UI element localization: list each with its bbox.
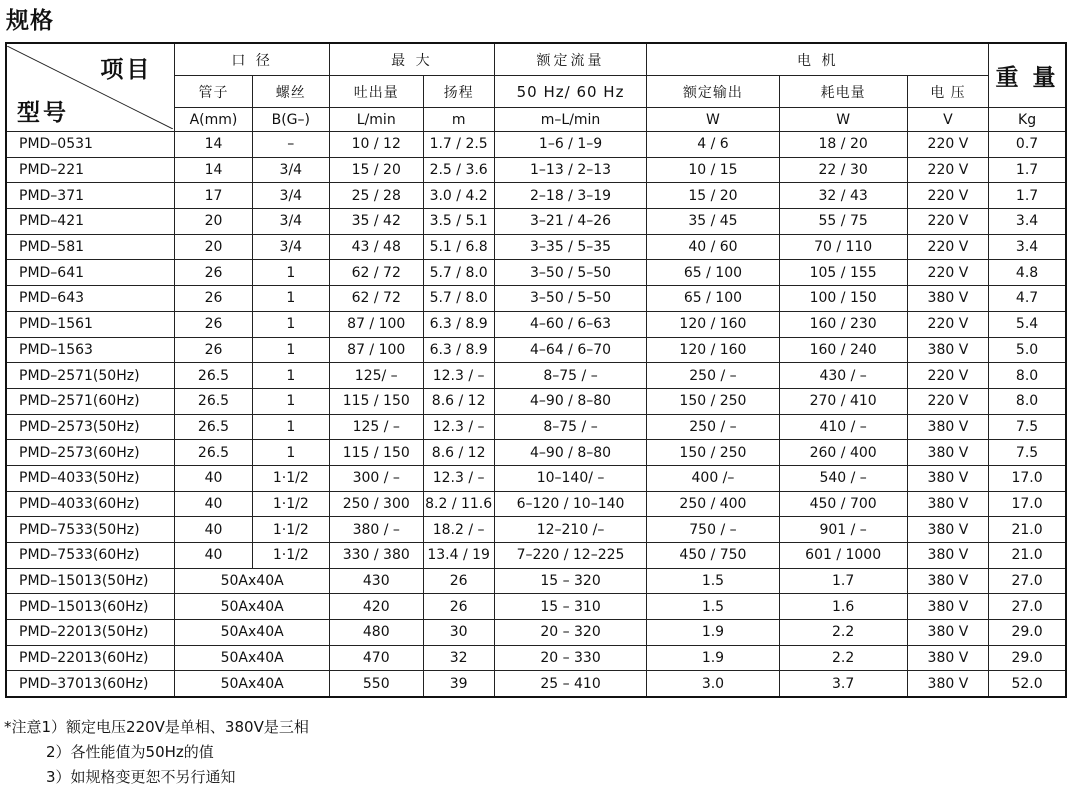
table-cell: 3.0	[647, 671, 779, 697]
unit-cell: A(mm)	[175, 108, 252, 132]
table-cell: 3–50 / 5–50	[494, 260, 647, 286]
table-cell: 1	[252, 363, 329, 389]
table-cell: 380 / –	[329, 517, 423, 543]
table-cell: 1	[252, 440, 329, 466]
table-cell: 26	[423, 568, 494, 594]
spec-table-body	[6, 132, 1066, 698]
notes	[4, 715, 309, 790]
table-cell: 3.0 / 4.2	[423, 183, 494, 209]
table-cell: 62 / 72	[329, 260, 423, 286]
table-cell: 15 / 20	[647, 183, 779, 209]
table-cell: 10 / 12	[329, 132, 423, 158]
table-cell: 125 / –	[329, 414, 423, 440]
caliber-header: 口 径	[175, 43, 330, 76]
table-cell: 220 V	[907, 311, 988, 337]
table-cell: 4.8	[989, 260, 1066, 286]
table-cell: 380 V	[907, 543, 988, 569]
table-cell: 87 / 100	[329, 311, 423, 337]
table-cell: 3–50 / 5–50	[494, 286, 647, 312]
table-cell: 380 V	[907, 568, 988, 594]
model-cell: PMD–15013(50Hz)	[6, 568, 175, 594]
table-cell: 150 / 250	[647, 440, 779, 466]
table-cell: 29.0	[989, 645, 1066, 671]
table-cell: 4–64 / 6–70	[494, 337, 647, 363]
unit-cell: L/min	[329, 108, 423, 132]
model-cell: PMD–2573(60Hz)	[6, 440, 175, 466]
table-row	[6, 414, 1066, 440]
rated-output-header: 额定输出	[647, 76, 779, 108]
table-cell: 12.3 / –	[423, 414, 494, 440]
table-cell: 1.6	[779, 594, 907, 620]
corner-model-label: 型号	[17, 100, 69, 126]
unit-cell: W	[647, 108, 779, 132]
model-cell: PMD–7533(60Hz)	[6, 543, 175, 569]
table-cell: 1.7	[989, 157, 1066, 183]
table-cell: 1·1/2	[252, 465, 329, 491]
table-cell: 380 V	[907, 491, 988, 517]
table-cell: 7.5	[989, 414, 1066, 440]
table-cell: 26	[175, 260, 252, 286]
table-cell: 380 V	[907, 440, 988, 466]
table-cell: 160 / 240	[779, 337, 907, 363]
table-cell: 8–75 / –	[494, 363, 647, 389]
table-cell: 27.0	[989, 594, 1066, 620]
table-cell: 70 / 110	[779, 234, 907, 260]
table-cell: 250 / –	[647, 363, 779, 389]
table-cell: 40	[175, 517, 252, 543]
table-cell: 400 /–	[647, 465, 779, 491]
freq-header: 50 Hz/ 60 Hz	[494, 76, 647, 108]
table-cell: 3.5 / 5.1	[423, 209, 494, 235]
table-cell: 21.0	[989, 517, 1066, 543]
corner-header	[6, 43, 175, 132]
table-cell: 3.4	[989, 209, 1066, 235]
table-cell: 7.5	[989, 440, 1066, 466]
table-cell: 120 / 160	[647, 337, 779, 363]
table-row	[6, 594, 1066, 620]
note-line: *注意1）额定电压220V是单相、380V是三相	[4, 718, 309, 736]
table-cell: 50Ax40A	[175, 620, 330, 646]
table-cell: 125/ –	[329, 363, 423, 389]
model-cell: PMD–37013(60Hz)	[6, 671, 175, 697]
table-cell: 40	[175, 543, 252, 569]
table-cell: 3.4	[989, 234, 1066, 260]
table-cell: 20	[175, 234, 252, 260]
table-cell: 4.7	[989, 286, 1066, 312]
table-cell: 14	[175, 157, 252, 183]
table-cell: 27.0	[989, 568, 1066, 594]
table-cell: 380 V	[907, 620, 988, 646]
max-header: 最 大	[329, 43, 494, 76]
table-cell: 12.3 / –	[423, 465, 494, 491]
table-cell: 3/4	[252, 209, 329, 235]
table-cell: 100 / 150	[779, 286, 907, 312]
unit-cell: W	[779, 108, 907, 132]
table-cell: 220 V	[907, 132, 988, 158]
table-cell: 160 / 230	[779, 311, 907, 337]
note-line: 3）如规格变更恕不另行通知	[46, 768, 236, 786]
table-cell: 10 / 15	[647, 157, 779, 183]
table-cell: 5.7 / 8.0	[423, 260, 494, 286]
table-cell: 26	[423, 594, 494, 620]
table-cell: 55 / 75	[779, 209, 907, 235]
table-cell: 15 – 320	[494, 568, 647, 594]
table-cell: 1·1/2	[252, 517, 329, 543]
table-cell: –	[252, 132, 329, 158]
table-cell: 29.0	[989, 620, 1066, 646]
table-cell: 3–35 / 5–35	[494, 234, 647, 260]
table-row	[6, 363, 1066, 389]
table-cell: 6.3 / 8.9	[423, 311, 494, 337]
table-cell: 300 / –	[329, 465, 423, 491]
table-cell: 18 / 20	[779, 132, 907, 158]
table-cell: 26	[175, 311, 252, 337]
table-cell: 1.9	[647, 645, 779, 671]
table-cell: 410 / –	[779, 414, 907, 440]
table-row	[6, 157, 1066, 183]
table-cell: 4–90 / 8–80	[494, 440, 647, 466]
table-cell: 220 V	[907, 183, 988, 209]
table-cell: 8.0	[989, 388, 1066, 414]
table-cell: 1–13 / 2–13	[494, 157, 647, 183]
model-cell: PMD–581	[6, 234, 175, 260]
table-cell: 4–60 / 6–63	[494, 311, 647, 337]
table-cell: 1	[252, 286, 329, 312]
model-cell: PMD–4033(60Hz)	[6, 491, 175, 517]
table-cell: 52.0	[989, 671, 1066, 697]
table-cell: 10–140/ –	[494, 465, 647, 491]
page-title: 规格	[6, 8, 54, 34]
table-cell: 30	[423, 620, 494, 646]
table-cell: 380 V	[907, 594, 988, 620]
table-cell: 5.0	[989, 337, 1066, 363]
model-cell: PMD–22013(60Hz)	[6, 645, 175, 671]
table-row	[6, 234, 1066, 260]
table-cell: 380 V	[907, 337, 988, 363]
model-cell: PMD–2571(50Hz)	[6, 363, 175, 389]
table-row	[6, 209, 1066, 235]
table-cell: 1	[252, 311, 329, 337]
unit-cell: m–L/min	[494, 108, 647, 132]
table-row	[6, 671, 1066, 697]
model-cell: PMD–421	[6, 209, 175, 235]
motor-header: 电 机	[647, 43, 989, 76]
table-cell: 2.2	[779, 645, 907, 671]
table-cell: 901 / –	[779, 517, 907, 543]
model-cell: PMD–371	[6, 183, 175, 209]
table-cell: 4 / 6	[647, 132, 779, 158]
table-cell: 380 V	[907, 286, 988, 312]
table-cell: 43 / 48	[329, 234, 423, 260]
table-cell: 1.7	[779, 568, 907, 594]
table-row	[6, 491, 1066, 517]
table-cell: 1.5	[647, 594, 779, 620]
table-cell: 220 V	[907, 363, 988, 389]
table-cell: 1.5	[647, 568, 779, 594]
table-cell: 1·1/2	[252, 543, 329, 569]
table-cell: 380 V	[907, 645, 988, 671]
table-cell: 260 / 400	[779, 440, 907, 466]
table-cell: 330 / 380	[329, 543, 423, 569]
rated-flow-header: 额定流量	[494, 43, 647, 76]
table-cell: 35 / 42	[329, 209, 423, 235]
table-cell: 65 / 100	[647, 260, 779, 286]
table-cell: 601 / 1000	[779, 543, 907, 569]
table-cell: 50Ax40A	[175, 645, 330, 671]
table-cell: 1.7	[989, 183, 1066, 209]
table-cell: 115 / 150	[329, 388, 423, 414]
table-cell: 8.2 / 11.6	[423, 491, 494, 517]
model-cell: PMD–641	[6, 260, 175, 286]
table-cell: 22 / 30	[779, 157, 907, 183]
table-cell: 1	[252, 414, 329, 440]
model-cell: PMD–0531	[6, 132, 175, 158]
table-cell: 270 / 410	[779, 388, 907, 414]
table-cell: 550	[329, 671, 423, 697]
table-cell: 40 / 60	[647, 234, 779, 260]
table-cell: 220 V	[907, 157, 988, 183]
table-cell: 420	[329, 594, 423, 620]
table-cell: 25 – 410	[494, 671, 647, 697]
note-line: 2）各性能值为50Hz的值	[46, 743, 214, 761]
table-cell: 6–120 / 10–140	[494, 491, 647, 517]
table-cell: 17	[175, 183, 252, 209]
corner-item-label: 项目	[100, 57, 153, 83]
pipe-header: 管子	[175, 76, 252, 108]
table-cell: 35 / 45	[647, 209, 779, 235]
model-cell: PMD–2571(60Hz)	[6, 388, 175, 414]
table-cell: 87 / 100	[329, 337, 423, 363]
table-cell: 380 V	[907, 414, 988, 440]
table-cell: 3/4	[252, 234, 329, 260]
table-cell: 3–21 / 4–26	[494, 209, 647, 235]
table-cell: 26.5	[175, 440, 252, 466]
table-cell: 380 V	[907, 517, 988, 543]
table-cell: 7–220 / 12–225	[494, 543, 647, 569]
table-cell: 20 – 320	[494, 620, 647, 646]
table-cell: 2.2	[779, 620, 907, 646]
table-cell: 1	[252, 260, 329, 286]
table-cell: 14	[175, 132, 252, 158]
table-cell: 17.0	[989, 491, 1066, 517]
table-cell: 380 V	[907, 465, 988, 491]
thread-header: 螺丝	[252, 76, 329, 108]
table-cell: 750 / –	[647, 517, 779, 543]
discharge-header: 吐出量	[329, 76, 423, 108]
table-row	[6, 183, 1066, 209]
table-cell: 40	[175, 465, 252, 491]
table-row	[6, 440, 1066, 466]
table-cell: 8–75 / –	[494, 414, 647, 440]
table-cell: 26	[175, 286, 252, 312]
table-cell: 50Ax40A	[175, 594, 330, 620]
table-cell: 20	[175, 209, 252, 235]
table-cell: 380 V	[907, 671, 988, 697]
table-cell: 1.9	[647, 620, 779, 646]
table-cell: 50Ax40A	[175, 568, 330, 594]
model-cell: PMD–7533(50Hz)	[6, 517, 175, 543]
table-cell: 470	[329, 645, 423, 671]
table-cell: 120 / 160	[647, 311, 779, 337]
table-cell: 20 – 330	[494, 645, 647, 671]
table-row	[6, 517, 1066, 543]
table-cell: 50Ax40A	[175, 671, 330, 697]
table-cell: 62 / 72	[329, 286, 423, 312]
table-cell: 150 / 250	[647, 388, 779, 414]
power-consumption-header: 耗电量	[779, 76, 907, 108]
table-row	[6, 645, 1066, 671]
table-cell: 12–210 /–	[494, 517, 647, 543]
table-cell: 39	[423, 671, 494, 697]
table-cell: 26.5	[175, 414, 252, 440]
table-cell: 450 / 700	[779, 491, 907, 517]
table-cell: 15 – 310	[494, 594, 647, 620]
table-cell: 8.0	[989, 363, 1066, 389]
table-cell: 1.7 / 2.5	[423, 132, 494, 158]
table-row	[6, 286, 1066, 312]
table-cell: 15 / 20	[329, 157, 423, 183]
table-cell: 250 / –	[647, 414, 779, 440]
table-cell: 13.4 / 19	[423, 543, 494, 569]
table-cell: 540 / –	[779, 465, 907, 491]
table-cell: 480	[329, 620, 423, 646]
model-cell: PMD–22013(50Hz)	[6, 620, 175, 646]
table-cell: 5.7 / 8.0	[423, 286, 494, 312]
table-cell: 2–18 / 3–19	[494, 183, 647, 209]
table-cell: 17.0	[989, 465, 1066, 491]
table-cell: 1	[252, 388, 329, 414]
table-cell: 2.5 / 3.6	[423, 157, 494, 183]
table-cell: 25 / 28	[329, 183, 423, 209]
model-cell: PMD–1561	[6, 311, 175, 337]
table-cell: 26	[175, 337, 252, 363]
model-cell: PMD–4033(50Hz)	[6, 465, 175, 491]
model-cell: PMD–15013(60Hz)	[6, 594, 175, 620]
unit-cell: B(G–)	[252, 108, 329, 132]
table-cell: 32	[423, 645, 494, 671]
table-row	[6, 132, 1066, 158]
weight-header: 重 量	[989, 43, 1066, 108]
table-cell: 32 / 43	[779, 183, 907, 209]
table-cell: 3/4	[252, 183, 329, 209]
unit-cell: V	[907, 108, 988, 132]
table-cell: 1–6 / 1–9	[494, 132, 647, 158]
table-cell: 115 / 150	[329, 440, 423, 466]
table-cell: 18.2 / –	[423, 517, 494, 543]
table-cell: 3.7	[779, 671, 907, 697]
table-row	[6, 337, 1066, 363]
table-cell: 6.3 / 8.9	[423, 337, 494, 363]
table-cell: 430	[329, 568, 423, 594]
voltage-header: 电 压	[907, 76, 988, 108]
table-row	[6, 620, 1066, 646]
table-cell: 220 V	[907, 209, 988, 235]
head-header: 扬程	[423, 76, 494, 108]
table-cell: 250 / 400	[647, 491, 779, 517]
table-cell: 0.7	[989, 132, 1066, 158]
table-cell: 250 / 300	[329, 491, 423, 517]
model-cell: PMD–2573(50Hz)	[6, 414, 175, 440]
table-cell: 21.0	[989, 543, 1066, 569]
table-row	[6, 568, 1066, 594]
table-cell: 8.6 / 12	[423, 440, 494, 466]
table-cell: 220 V	[907, 388, 988, 414]
header-row-1	[6, 43, 1066, 76]
spec-table	[5, 42, 1067, 698]
table-cell: 450 / 750	[647, 543, 779, 569]
table-row	[6, 465, 1066, 491]
unit-cell: Kg	[989, 108, 1066, 132]
table-cell: 5.1 / 6.8	[423, 234, 494, 260]
table-row	[6, 543, 1066, 569]
model-cell: PMD–221	[6, 157, 175, 183]
table-cell: 1	[252, 337, 329, 363]
table-cell: 12.3 / –	[423, 363, 494, 389]
table-cell: 26.5	[175, 388, 252, 414]
unit-cell: m	[423, 108, 494, 132]
table-cell: 5.4	[989, 311, 1066, 337]
table-cell: 3/4	[252, 157, 329, 183]
table-cell: 105 / 155	[779, 260, 907, 286]
table-row	[6, 260, 1066, 286]
table-cell: 1·1/2	[252, 491, 329, 517]
table-cell: 220 V	[907, 260, 988, 286]
table-cell: 40	[175, 491, 252, 517]
table-cell: 26.5	[175, 363, 252, 389]
model-cell: PMD–1563	[6, 337, 175, 363]
table-cell: 220 V	[907, 234, 988, 260]
model-cell: PMD–643	[6, 286, 175, 312]
table-cell: 430 / –	[779, 363, 907, 389]
table-cell: 4–90 / 8–80	[494, 388, 647, 414]
table-row	[6, 388, 1066, 414]
table-cell: 8.6 / 12	[423, 388, 494, 414]
table-row	[6, 311, 1066, 337]
table-cell: 65 / 100	[647, 286, 779, 312]
